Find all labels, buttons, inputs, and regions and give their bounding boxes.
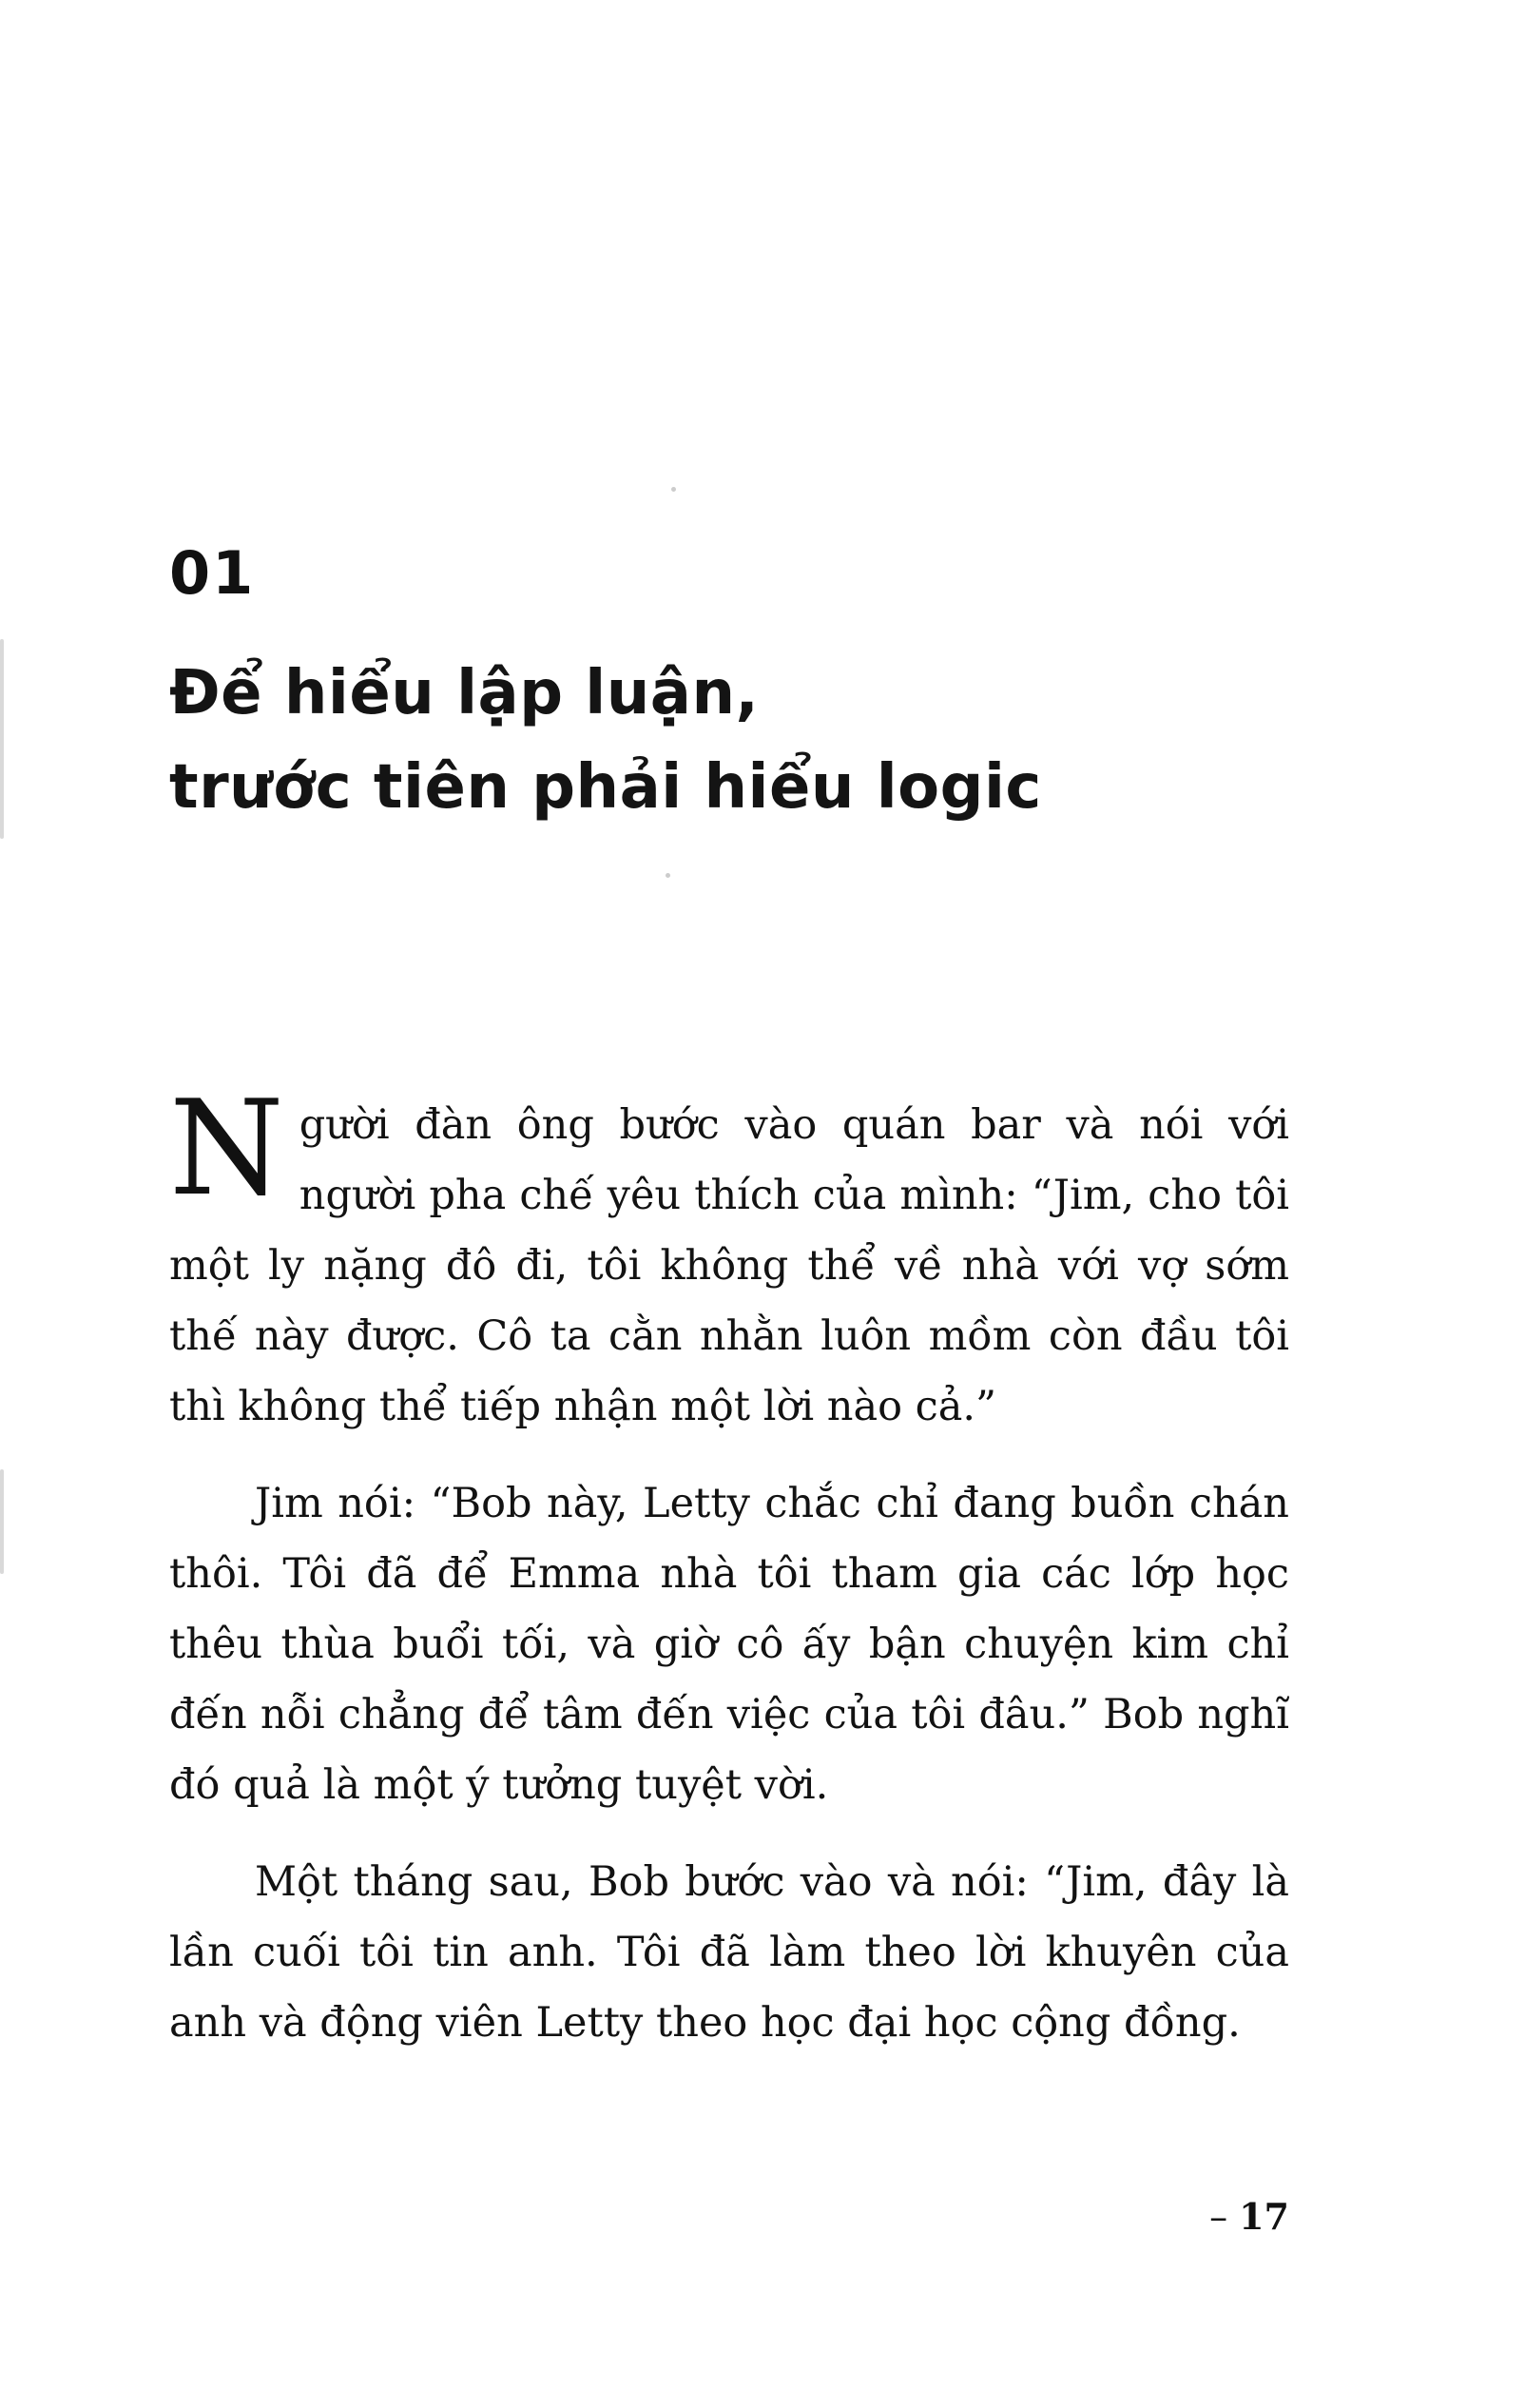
page-number-value: 17 — [1239, 2195, 1289, 2238]
chapter-title — [169, 647, 1348, 835]
paragraph: Jim nói: “Bob này, Letty chắc chỉ đang buồn chán thôi. Tôi đã để Emma nhà tôi tham gia các lớp học thêu thùa buổi tối, và giờ cô ấy bận chuyện kim chỉ đến nỗi chẳng để tâm đến việc của tôi đâu.” Bob nghĩ đó quả là một ý tưởng tuyệt vời. — [169, 1480, 1289, 1809]
drop-cap: N — [169, 1072, 284, 1225]
scan-speck — [671, 487, 676, 492]
paragraph: Một tháng sau, Bob bước vào và nói: “Jim, đây là lần cuối tôi tin anh. Tôi đã làm theo lời khuyên của anh và động viên Letty theo học đại học cộng đồng. — [169, 1858, 1289, 2047]
chapter-title-line-2: trước tiên phải hiểu logic — [169, 752, 1042, 823]
paragraph-dropcap — [169, 1072, 1289, 1442]
scan-edge-artifact — [0, 639, 4, 839]
chapter-number: 01 — [169, 538, 256, 608]
paragraph-text: gười đàn ông bước vào quán bar và nói với người pha chế yêu thích của mình: “Jim, cho tôi một ly nặng đô đi, tôi không thể về nhà với vợ sớm thế này được. Cô ta cằn nhằn luôn mồm còn đầu tôi thì không thể tiếp nhận một lời nào cả.” — [169, 1101, 1289, 1430]
page-number-dash: – — [1209, 2196, 1228, 2238]
page-number — [1209, 2195, 1289, 2238]
scan-speck — [666, 873, 670, 878]
scan-edge-artifact — [0, 1469, 4, 1574]
body-text — [169, 1072, 1289, 2085]
chapter-title-line-1: Để hiểu lập luận, — [169, 658, 760, 728]
